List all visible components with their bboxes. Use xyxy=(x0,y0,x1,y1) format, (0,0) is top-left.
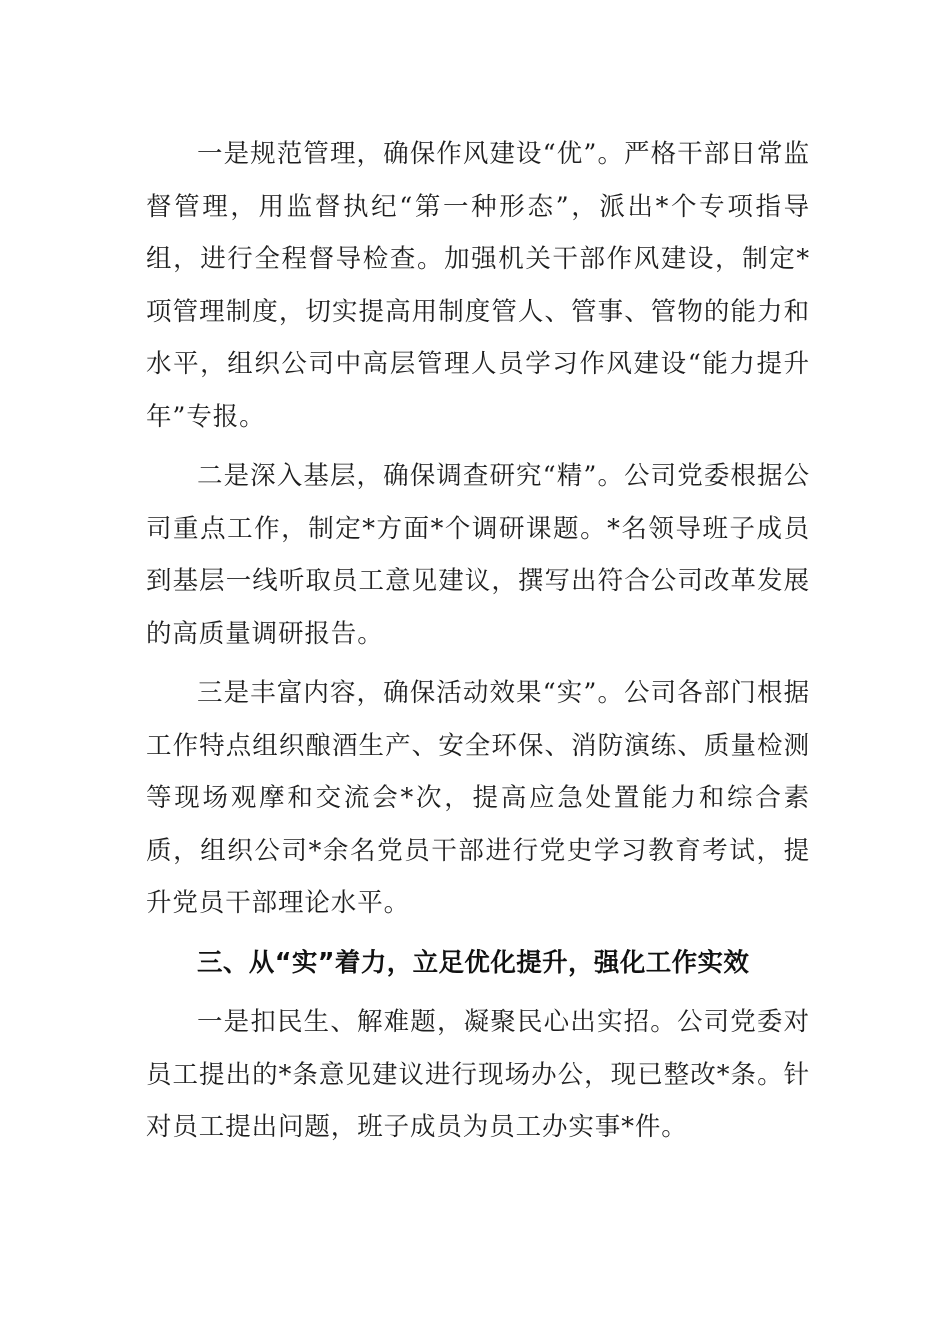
paragraph-livelihood-issues: 一是扣民生、解难题，凝聚民心出实招。公司党委对员工提出的*条意见建议进行现场办公，现已整改*条。针对员工提出问题，班子成员为员工办实事*件。 xyxy=(146,1007,810,1142)
paragraph-grassroots-research: 二是深入基层，确保调查研究“精”。公司党委根据公司重点工作，制定*方面*个调研课题。*名领导班子成员到基层一线听取员工意见建议，撰写出符合公司改革发展的高质量调研报告。 xyxy=(146,461,810,649)
document-body xyxy=(146,128,810,1154)
paragraph-activity-content: 三是丰富内容，确保活动效果“实”。公司各部门根据工作特点组织酿酒生产、安全环保、消防演练、质量检测等现场观摩和交流会*次，提高应急处置能力和综合素质，组织公司*余名党员干部进行党史学习教育考试，提升党员干部理论水平。 xyxy=(146,678,810,918)
section-heading: 三、从“实”着力，立足优化提升，强化工作实效 xyxy=(197,947,750,978)
paragraph-style-management: 一是规范管理，确保作风建设“优”。严格干部日常监督管理，用监督执纪“第一种形态”，派出*个专项指导组，进行全程督导检查。加强机关干部作风建设，制定*项管理制度，切实提高用制度管人、管事、管物的能力和水平，组织公司中高层管理人员学习作风建设“能力提升年”专报。 xyxy=(146,139,810,432)
